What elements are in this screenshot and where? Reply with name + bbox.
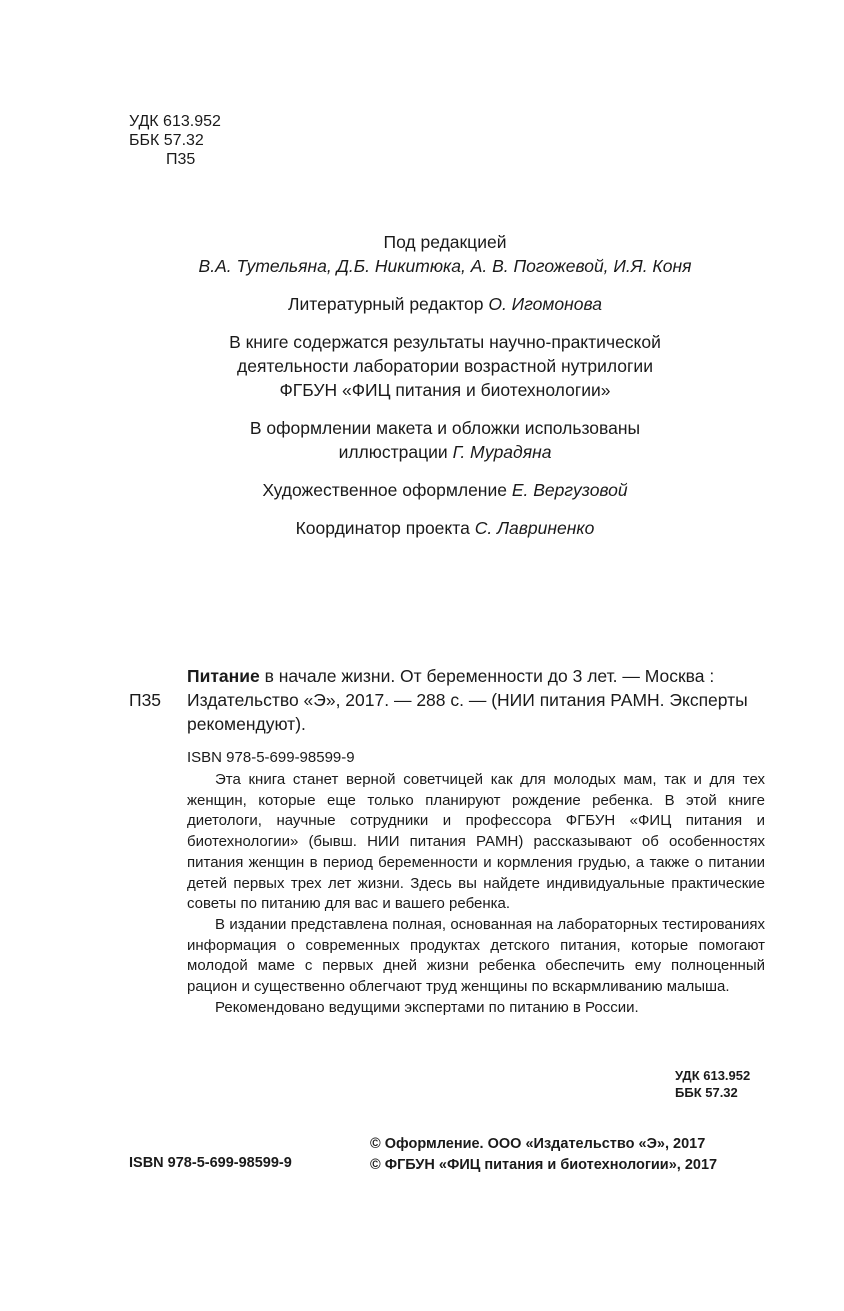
bibliographic-entry bbox=[129, 664, 765, 770]
entry-title: Питание bbox=[187, 666, 260, 686]
copyright-line: © Оформление. ООО «Издательство «Э», 2017 bbox=[370, 1136, 706, 1152]
editors-names: В.А. Тутельяна, Д.Б. Никитюка, А. В. Погожевой, И.Я. Коня bbox=[198, 256, 692, 276]
content-note-line: деятельности лаборатории возрастной нутрилогии bbox=[237, 356, 653, 376]
content-note bbox=[150, 330, 740, 402]
coordinator-label: Координатор проекта bbox=[295, 518, 475, 538]
literary-editor bbox=[150, 292, 740, 316]
annotation bbox=[187, 770, 765, 1018]
entry-description: в начале жизни. От беременности до 3 лет. — Москва : Издательство «Э», 2017. — 288 с. — (НИИ питания РАМН. Эксперты рекомендуют). bbox=[187, 666, 748, 734]
author-mark: П35 bbox=[166, 151, 196, 168]
annotation-paragraph: В издании представлена полная, основанная на лабораторных тестированиях информация о современных продуктах детского питания, которые помогают молодой маме с первых дней жизни ребенка обеспечить ему полноценный рацион и существенно облегчают труд женщины по вскармливанию малыша. bbox=[187, 915, 765, 996]
lit-editor-label: Литературный редактор bbox=[288, 294, 489, 314]
illustrations-label-2: иллюстрации bbox=[338, 442, 453, 462]
illustrator-name: Г. Мурадяна bbox=[452, 442, 552, 462]
annotation-paragraph: Рекомендовано ведущими экспертами по питанию в России. bbox=[215, 998, 639, 1016]
art-design-credit bbox=[150, 478, 740, 502]
coordinator-name: С. Лавриненко bbox=[474, 518, 595, 538]
bbk-code-bottom: ББК 57.32 bbox=[675, 1085, 738, 1100]
entry-author-mark: П35 bbox=[129, 690, 162, 710]
editors-label: Под редакцией bbox=[383, 232, 507, 252]
illustrations-credit bbox=[150, 416, 740, 464]
editors bbox=[150, 230, 740, 278]
copyright-line: © ФГБУН «ФИЦ питания и биотехнологии», 2017 bbox=[370, 1157, 718, 1173]
content-note-line: В книге содержатся результаты научно-практической bbox=[229, 332, 661, 352]
footer-isbn: ISBN 978-5-699-98599-9 bbox=[129, 1155, 292, 1171]
entry-body bbox=[187, 664, 765, 736]
art-name: Е. Вергузовой bbox=[511, 480, 628, 500]
classification-codes-top bbox=[129, 112, 221, 169]
entry-isbn: ISBN 978-5-699-98599-9 bbox=[187, 749, 355, 766]
illustrations-label: В оформлении макета и обложки использованы bbox=[249, 418, 641, 438]
bbk-code: ББК 57.32 bbox=[129, 132, 204, 149]
coordinator-credit bbox=[150, 516, 740, 540]
classification-codes-bottom bbox=[675, 1067, 750, 1101]
udk-code-bottom: УДК 613.952 bbox=[675, 1068, 751, 1083]
lit-editor-name: О. Игомонова bbox=[488, 294, 602, 314]
copyright-block bbox=[370, 1134, 717, 1176]
art-label: Художественное оформление bbox=[262, 480, 512, 500]
annotation-paragraph: Эта книга станет верной советчицей как для молодых мам, так и для тех женщин, которые еще только планируют рождение ребенка. В этой книге диетологи, научные сотрудники и профессора ФГБУН «ФИЦ питания и биотехнологии» (бывш. НИИ питания РАМН) рассказывают об особенностях питания женщин в период беременности и кормления грудью, а также о питании детей первых трех лет жизни. Здесь вы найдете индивидуальные практические советы по питанию для вас и вашего ребенка. bbox=[187, 771, 765, 913]
credits-block bbox=[150, 230, 740, 554]
udk-code: УДК 613.952 bbox=[129, 113, 221, 130]
content-note-line: ФГБУН «ФИЦ питания и биотехнологии» bbox=[279, 380, 611, 400]
